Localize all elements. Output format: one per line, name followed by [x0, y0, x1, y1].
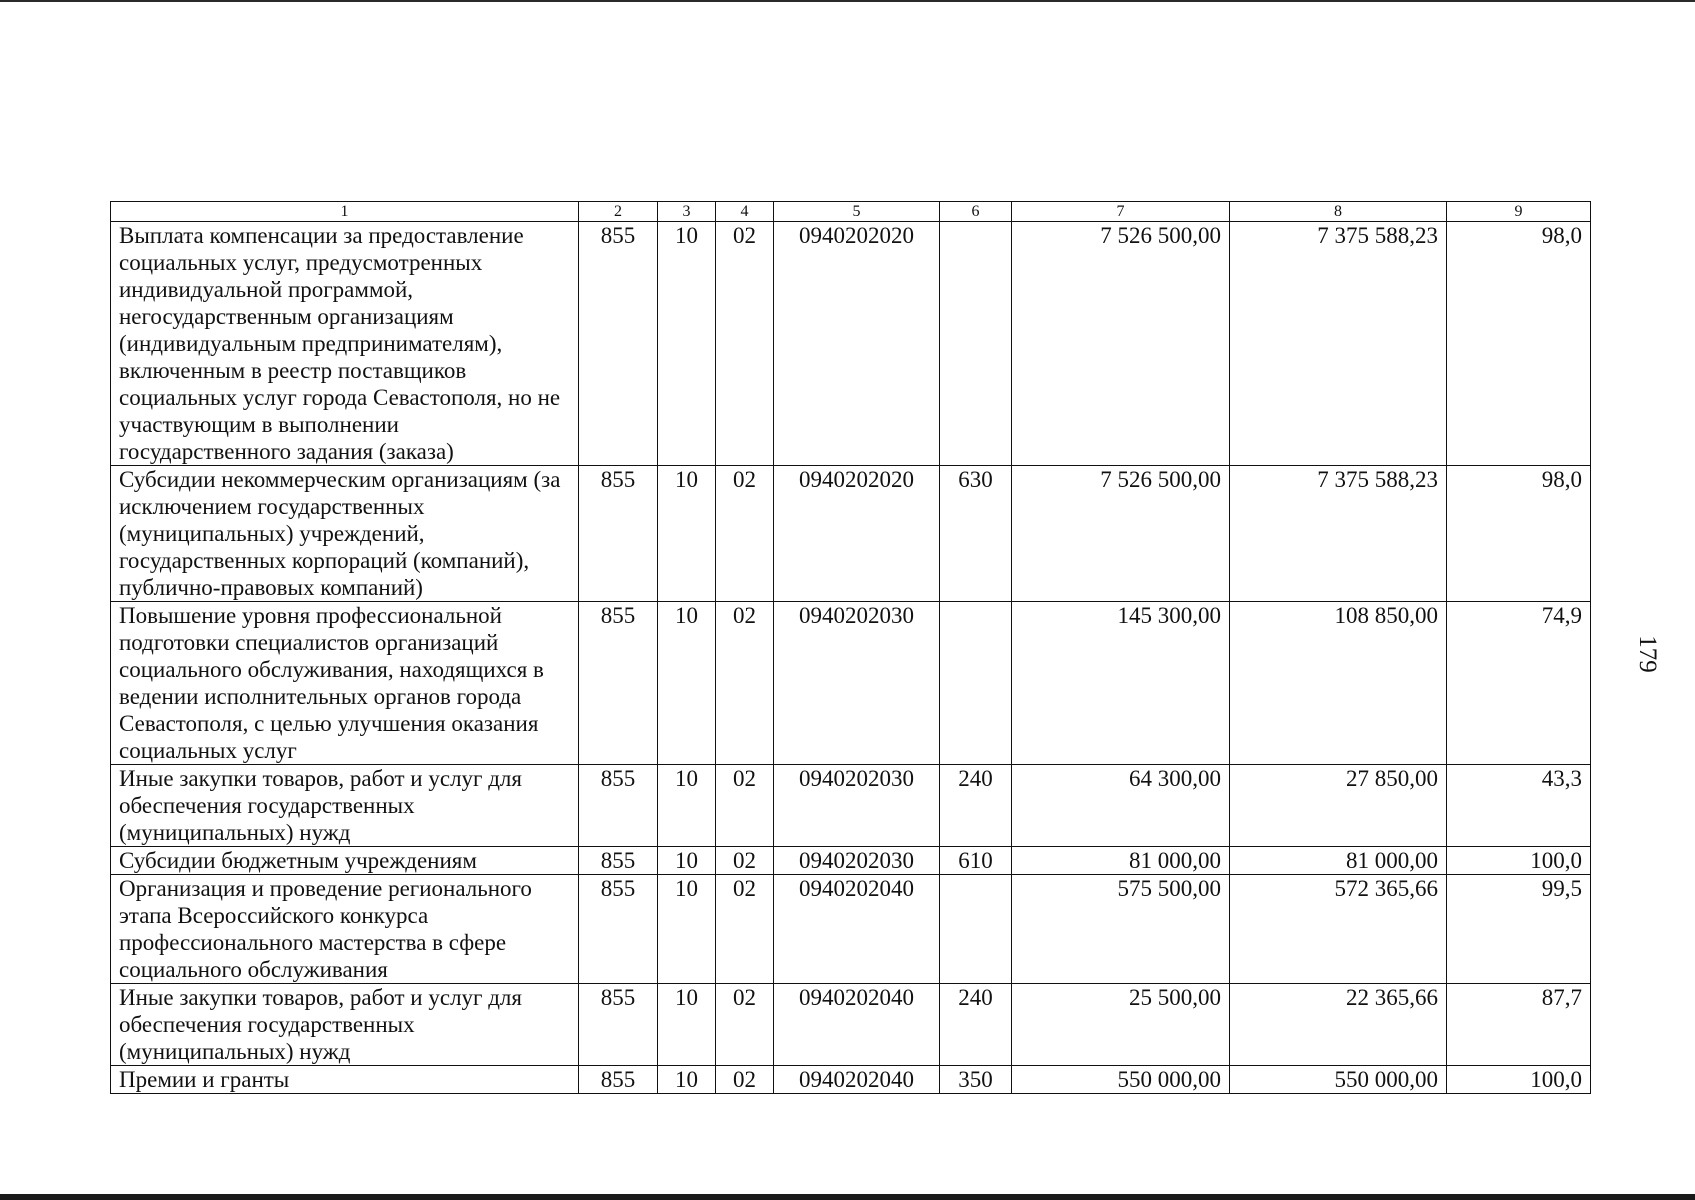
- cell-executed-amount: 572 365,66: [1230, 875, 1447, 984]
- cell-code: 855: [579, 602, 658, 765]
- cell-subsection: 02: [716, 875, 774, 984]
- cell-planned-amount: 7 526 500,00: [1012, 466, 1230, 602]
- cell-target-item: 0940202040: [774, 1066, 940, 1094]
- cell-target-item: 0940202020: [774, 222, 940, 466]
- row-name: Повышение уровня профессиональной подготовки специалистов организаций социального обслуживания, находящихся в ведении исполнительных органов города Севастополя, с целью улучшения оказания социальных услуг: [111, 602, 579, 765]
- cell-expense-type: [940, 222, 1012, 466]
- cell-planned-amount: 64 300,00: [1012, 765, 1230, 847]
- cell-executed-amount: 550 000,00: [1230, 1066, 1447, 1094]
- budget-execution-table: [110, 201, 1591, 1094]
- scan-bottom-edge: [0, 1194, 1695, 1200]
- cell-expense-type: 610: [940, 847, 1012, 875]
- table-row: [111, 765, 1591, 847]
- table-row: [111, 602, 1591, 765]
- cell-section: 10: [658, 222, 716, 466]
- cell-percent: 98,0: [1447, 466, 1591, 602]
- cell-expense-type: 240: [940, 765, 1012, 847]
- column-number: 9: [1447, 202, 1591, 222]
- cell-percent: 100,0: [1447, 847, 1591, 875]
- cell-section: 10: [658, 1066, 716, 1094]
- row-name: Иные закупки товаров, работ и услуг для обеспечения государственных (муниципальных) нужд: [111, 765, 579, 847]
- cell-planned-amount: 7 526 500,00: [1012, 222, 1230, 466]
- cell-code: 855: [579, 765, 658, 847]
- cell-section: 10: [658, 875, 716, 984]
- cell-percent: 98,0: [1447, 222, 1591, 466]
- row-name: Субсидии бюджетным учреждениям: [111, 847, 579, 875]
- cell-code: 855: [579, 222, 658, 466]
- cell-target-item: 0940202030: [774, 847, 940, 875]
- cell-code: 855: [579, 984, 658, 1066]
- column-number: 7: [1012, 202, 1230, 222]
- cell-code: 855: [579, 1066, 658, 1094]
- cell-subsection: 02: [716, 602, 774, 765]
- row-name: Иные закупки товаров, работ и услуг для обеспечения государственных (муниципальных) нужд: [111, 984, 579, 1066]
- cell-planned-amount: 145 300,00: [1012, 602, 1230, 765]
- cell-section: 10: [658, 847, 716, 875]
- cell-subsection: 02: [716, 765, 774, 847]
- table-row: [111, 984, 1591, 1066]
- column-number: 4: [716, 202, 774, 222]
- row-name: Организация и проведение регионального этапа Всероссийского конкурса профессионального мастерства в сфере социального обслуживания: [111, 875, 579, 984]
- cell-target-item: 0940202040: [774, 875, 940, 984]
- cell-expense-type: 240: [940, 984, 1012, 1066]
- cell-section: 10: [658, 984, 716, 1066]
- cell-section: 10: [658, 602, 716, 765]
- column-number: 5: [774, 202, 940, 222]
- column-number: 1: [111, 202, 579, 222]
- cell-subsection: 02: [716, 1066, 774, 1094]
- page-number: 179: [1633, 635, 1661, 673]
- cell-expense-type: [940, 602, 1012, 765]
- cell-executed-amount: 27 850,00: [1230, 765, 1447, 847]
- column-number: 2: [579, 202, 658, 222]
- cell-planned-amount: 81 000,00: [1012, 847, 1230, 875]
- column-number: 6: [940, 202, 1012, 222]
- cell-section: 10: [658, 466, 716, 602]
- cell-percent: 43,3: [1447, 765, 1591, 847]
- cell-executed-amount: 7 375 588,23: [1230, 466, 1447, 602]
- table-row: [111, 875, 1591, 984]
- cell-percent: 87,7: [1447, 984, 1591, 1066]
- table-row: [111, 222, 1591, 466]
- cell-expense-type: 350: [940, 1066, 1012, 1094]
- table-row: [111, 1066, 1591, 1094]
- column-number-row: [111, 202, 1591, 222]
- cell-target-item: 0940202040: [774, 984, 940, 1066]
- cell-percent: 99,5: [1447, 875, 1591, 984]
- row-name: Субсидии некоммерческим организациям (за исключением государственных (муниципальных) учреждений, государственных корпораций (компаний), публично-правовых компаний): [111, 466, 579, 602]
- cell-code: 855: [579, 466, 658, 602]
- row-name: Премии и гранты: [111, 1066, 579, 1094]
- column-number: 8: [1230, 202, 1447, 222]
- cell-subsection: 02: [716, 466, 774, 602]
- cell-expense-type: [940, 875, 1012, 984]
- cell-executed-amount: 108 850,00: [1230, 602, 1447, 765]
- cell-target-item: 0940202030: [774, 602, 940, 765]
- cell-planned-amount: 550 000,00: [1012, 1066, 1230, 1094]
- cell-percent: 100,0: [1447, 1066, 1591, 1094]
- cell-subsection: 02: [716, 222, 774, 466]
- cell-subsection: 02: [716, 847, 774, 875]
- cell-planned-amount: 25 500,00: [1012, 984, 1230, 1066]
- table-row: [111, 847, 1591, 875]
- cell-planned-amount: 575 500,00: [1012, 875, 1230, 984]
- cell-target-item: 0940202020: [774, 466, 940, 602]
- scan-top-edge: [0, 0, 1695, 2]
- cell-code: 855: [579, 847, 658, 875]
- cell-target-item: 0940202030: [774, 765, 940, 847]
- cell-executed-amount: 81 000,00: [1230, 847, 1447, 875]
- table-row: [111, 466, 1591, 602]
- column-number: 3: [658, 202, 716, 222]
- row-name: Выплата компенсации за предоставление социальных услуг, предусмотренных индивидуальной программой, негосударственным организациям (индивидуальным предпринимателям), включенным в реестр поставщиков социальных услуг города Севастополя, но не участвующим в выполнении государственного задания (заказа): [111, 222, 579, 466]
- cell-section: 10: [658, 765, 716, 847]
- cell-code: 855: [579, 875, 658, 984]
- cell-subsection: 02: [716, 984, 774, 1066]
- cell-expense-type: 630: [940, 466, 1012, 602]
- cell-executed-amount: 7 375 588,23: [1230, 222, 1447, 466]
- cell-percent: 74,9: [1447, 602, 1591, 765]
- cell-executed-amount: 22 365,66: [1230, 984, 1447, 1066]
